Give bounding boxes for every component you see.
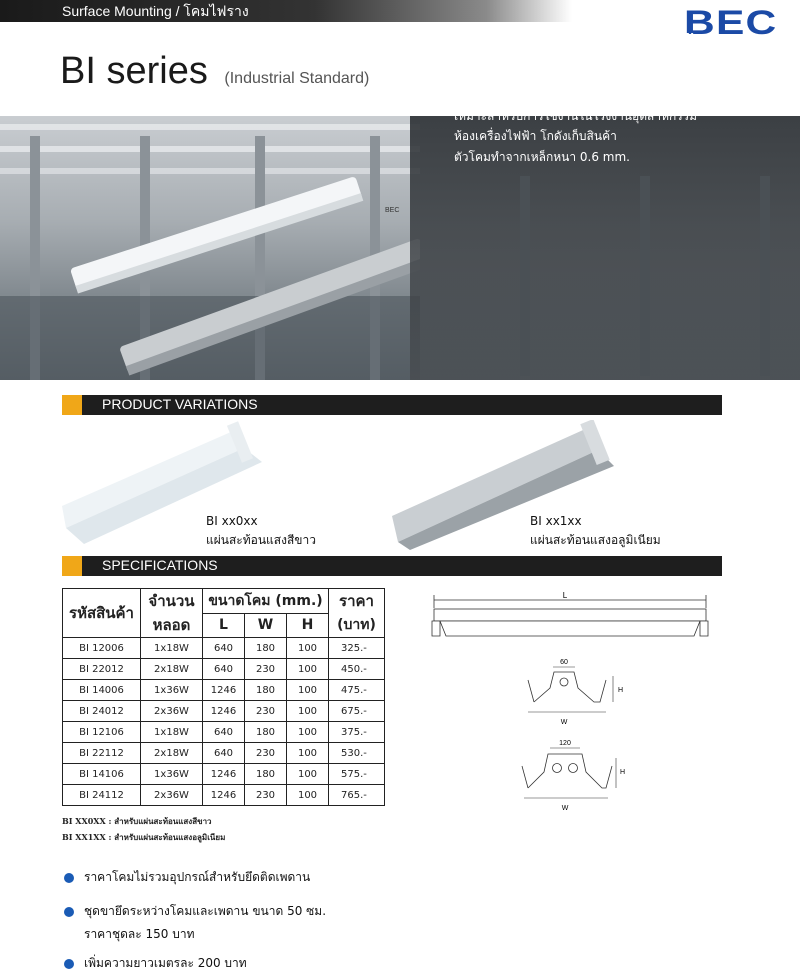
cell-W: 230 xyxy=(245,701,287,722)
table-row xyxy=(63,743,385,764)
cell-code: BI 22112 xyxy=(63,743,141,764)
cell-code: BI 22012 xyxy=(63,659,141,680)
table-row xyxy=(63,785,385,806)
cell-price: 765.- xyxy=(329,785,385,806)
cell-H: 100 xyxy=(287,743,329,764)
cell-L: 1246 xyxy=(203,785,245,806)
cell-price: 530.- xyxy=(329,743,385,764)
cell-L: 640 xyxy=(203,659,245,680)
cell-H: 100 xyxy=(287,764,329,785)
table-row xyxy=(63,722,385,743)
cell-price: 375.- xyxy=(329,722,385,743)
cell-W: 230 xyxy=(245,743,287,764)
cell-W: 230 xyxy=(245,659,287,680)
table-row xyxy=(63,701,385,722)
cell-price: 675.- xyxy=(329,701,385,722)
cell-H: 100 xyxy=(287,680,329,701)
cell-H: 100 xyxy=(287,701,329,722)
cell-lamp: 2x18W xyxy=(141,659,203,680)
note-text: ราคาโคมไม่รวมอุปกรณ์สำหรับยึดติดเพดาน xyxy=(84,870,311,884)
specifications-title: SPECIFICATIONS xyxy=(102,557,218,573)
note-item xyxy=(64,902,326,921)
cell-lamp: 1x36W xyxy=(141,680,203,701)
table-row xyxy=(63,680,385,701)
cell-W: 180 xyxy=(245,638,287,659)
cell-lamp: 2x18W xyxy=(141,743,203,764)
header-size: ขนาดโคม (mm.) xyxy=(203,589,329,614)
legend-white: BI XX0XX : สำหรับแผ่นสะท้อนแสงสีขาว xyxy=(62,816,212,826)
note-text: เพิ่มความยาวเมตรละ 200 บาท xyxy=(84,956,247,970)
bullet-icon xyxy=(64,959,74,969)
cell-W: 180 xyxy=(245,764,287,785)
variation-code: BI xx0xx xyxy=(206,514,258,528)
cell-lamp: 1x18W xyxy=(141,722,203,743)
section-accent xyxy=(62,395,82,415)
hero-line: ห้องเครื่องไฟฟ้า โกดังเก็บสินค้า xyxy=(454,129,617,143)
series-title xyxy=(60,50,369,93)
bullet-icon xyxy=(64,873,74,883)
brand-logo-text: BEC xyxy=(684,4,778,42)
header-H: H xyxy=(287,613,329,638)
specifications-section-header xyxy=(62,556,722,576)
note-item xyxy=(64,868,310,887)
variation-item-white xyxy=(206,512,316,550)
header-qty: จำนวน xyxy=(141,589,203,614)
header-L: L xyxy=(203,613,245,638)
dimension-diagram xyxy=(424,588,720,818)
spec-table xyxy=(62,588,385,806)
table-row xyxy=(63,638,385,659)
single-cross-section xyxy=(528,659,623,726)
single-width-dim: 60 xyxy=(560,659,568,666)
cell-price: 325.- xyxy=(329,638,385,659)
hero-line: ตัวโคมทำจากเหล็กหนา 0.6 mm. xyxy=(454,149,630,164)
header-price: ราคา xyxy=(329,589,385,614)
variation-desc: แผ่นสะท้อนแสงอลูมิเนียม xyxy=(530,533,661,547)
cell-H: 100 xyxy=(287,659,329,680)
category-label: Surface Mounting / โคมไฟราง xyxy=(62,3,249,19)
variation-code: BI xx1xx xyxy=(530,514,582,528)
cell-L: 1246 xyxy=(203,680,245,701)
legend-aluminium: BI XX1XX : สำหรับแผ่นสะท้อนแสงอลูมิเนียม xyxy=(62,832,226,842)
bullet-icon xyxy=(64,907,74,917)
variation-item-aluminium xyxy=(530,512,661,550)
series-title-text: BI series xyxy=(60,50,208,92)
cell-code: BI 14006 xyxy=(63,680,141,701)
variation-desc: แผ่นสะท้อนแสงสีขาว xyxy=(206,533,316,547)
cell-lamp: 2x36W xyxy=(141,785,203,806)
cell-price: 575.- xyxy=(329,764,385,785)
series-subtitle: (Industrial Standard) xyxy=(224,70,370,87)
cell-lamp: 1x18W xyxy=(141,638,203,659)
cell-W: 180 xyxy=(245,680,287,701)
hero-description xyxy=(454,30,697,167)
variations-section-header xyxy=(62,395,722,415)
double-base-label: W xyxy=(561,805,569,812)
cell-W: 230 xyxy=(245,785,287,806)
cell-price: 475.- xyxy=(329,680,385,701)
cell-code: BI 12006 xyxy=(63,638,141,659)
variations-title: PRODUCT VARIATIONS xyxy=(102,396,258,412)
table-row xyxy=(63,764,385,785)
hero-line: ช่วยในการบังคับแสงไปยังพื้นที่ใช้งาน xyxy=(454,88,646,102)
header-W: W xyxy=(245,613,287,638)
cell-code: BI 14106 xyxy=(63,764,141,785)
single-base-label: W xyxy=(560,719,568,726)
length-label: L xyxy=(562,591,568,600)
note-text-continued: ราคาชุดละ 150 บาท xyxy=(84,927,195,941)
hero-line: โคมรางติดลอยพร้อมแผ่นสะท้อนแสง xyxy=(454,67,644,82)
cell-price: 450.- xyxy=(329,659,385,680)
hero-line: เหมาะสำหรับการใช้งานในโรงงานอุตสาหกรรม xyxy=(454,108,698,123)
cell-code: BI 24012 xyxy=(63,701,141,722)
cell-L: 1246 xyxy=(203,701,245,722)
cell-H: 100 xyxy=(287,722,329,743)
section-accent xyxy=(62,556,82,576)
fixtures-illustration xyxy=(0,116,420,380)
hero-heading: โคมไฟโรงงาน (Industrial Standard) xyxy=(454,32,696,47)
header-qty-line2: หลอด xyxy=(141,613,203,638)
table-row xyxy=(63,659,385,680)
double-height-label: H xyxy=(620,769,626,776)
header-code: รหัสสินค้า xyxy=(63,589,141,638)
cell-lamp: 2x36W xyxy=(141,701,203,722)
cell-lamp: 1x36W xyxy=(141,764,203,785)
note-item xyxy=(64,954,247,973)
cell-W: 180 xyxy=(245,722,287,743)
cell-code: BI 12106 xyxy=(63,722,141,743)
cell-L: 640 xyxy=(203,743,245,764)
single-height-label: H xyxy=(618,687,624,694)
cell-H: 100 xyxy=(287,638,329,659)
double-cross-section xyxy=(522,740,625,812)
header-price-line2: (บาท) xyxy=(329,613,385,638)
double-width-dim: 120 xyxy=(559,740,571,747)
cell-L: 1246 xyxy=(203,764,245,785)
cell-L: 640 xyxy=(203,722,245,743)
fixture-brand-label: BEC xyxy=(385,207,400,214)
cell-L: 640 xyxy=(203,638,245,659)
cell-H: 100 xyxy=(287,785,329,806)
note-text: ชุดขายึดระหว่างโคมและเพดาน ขนาด 50 ซม. xyxy=(84,904,327,918)
cell-code: BI 24112 xyxy=(63,785,141,806)
